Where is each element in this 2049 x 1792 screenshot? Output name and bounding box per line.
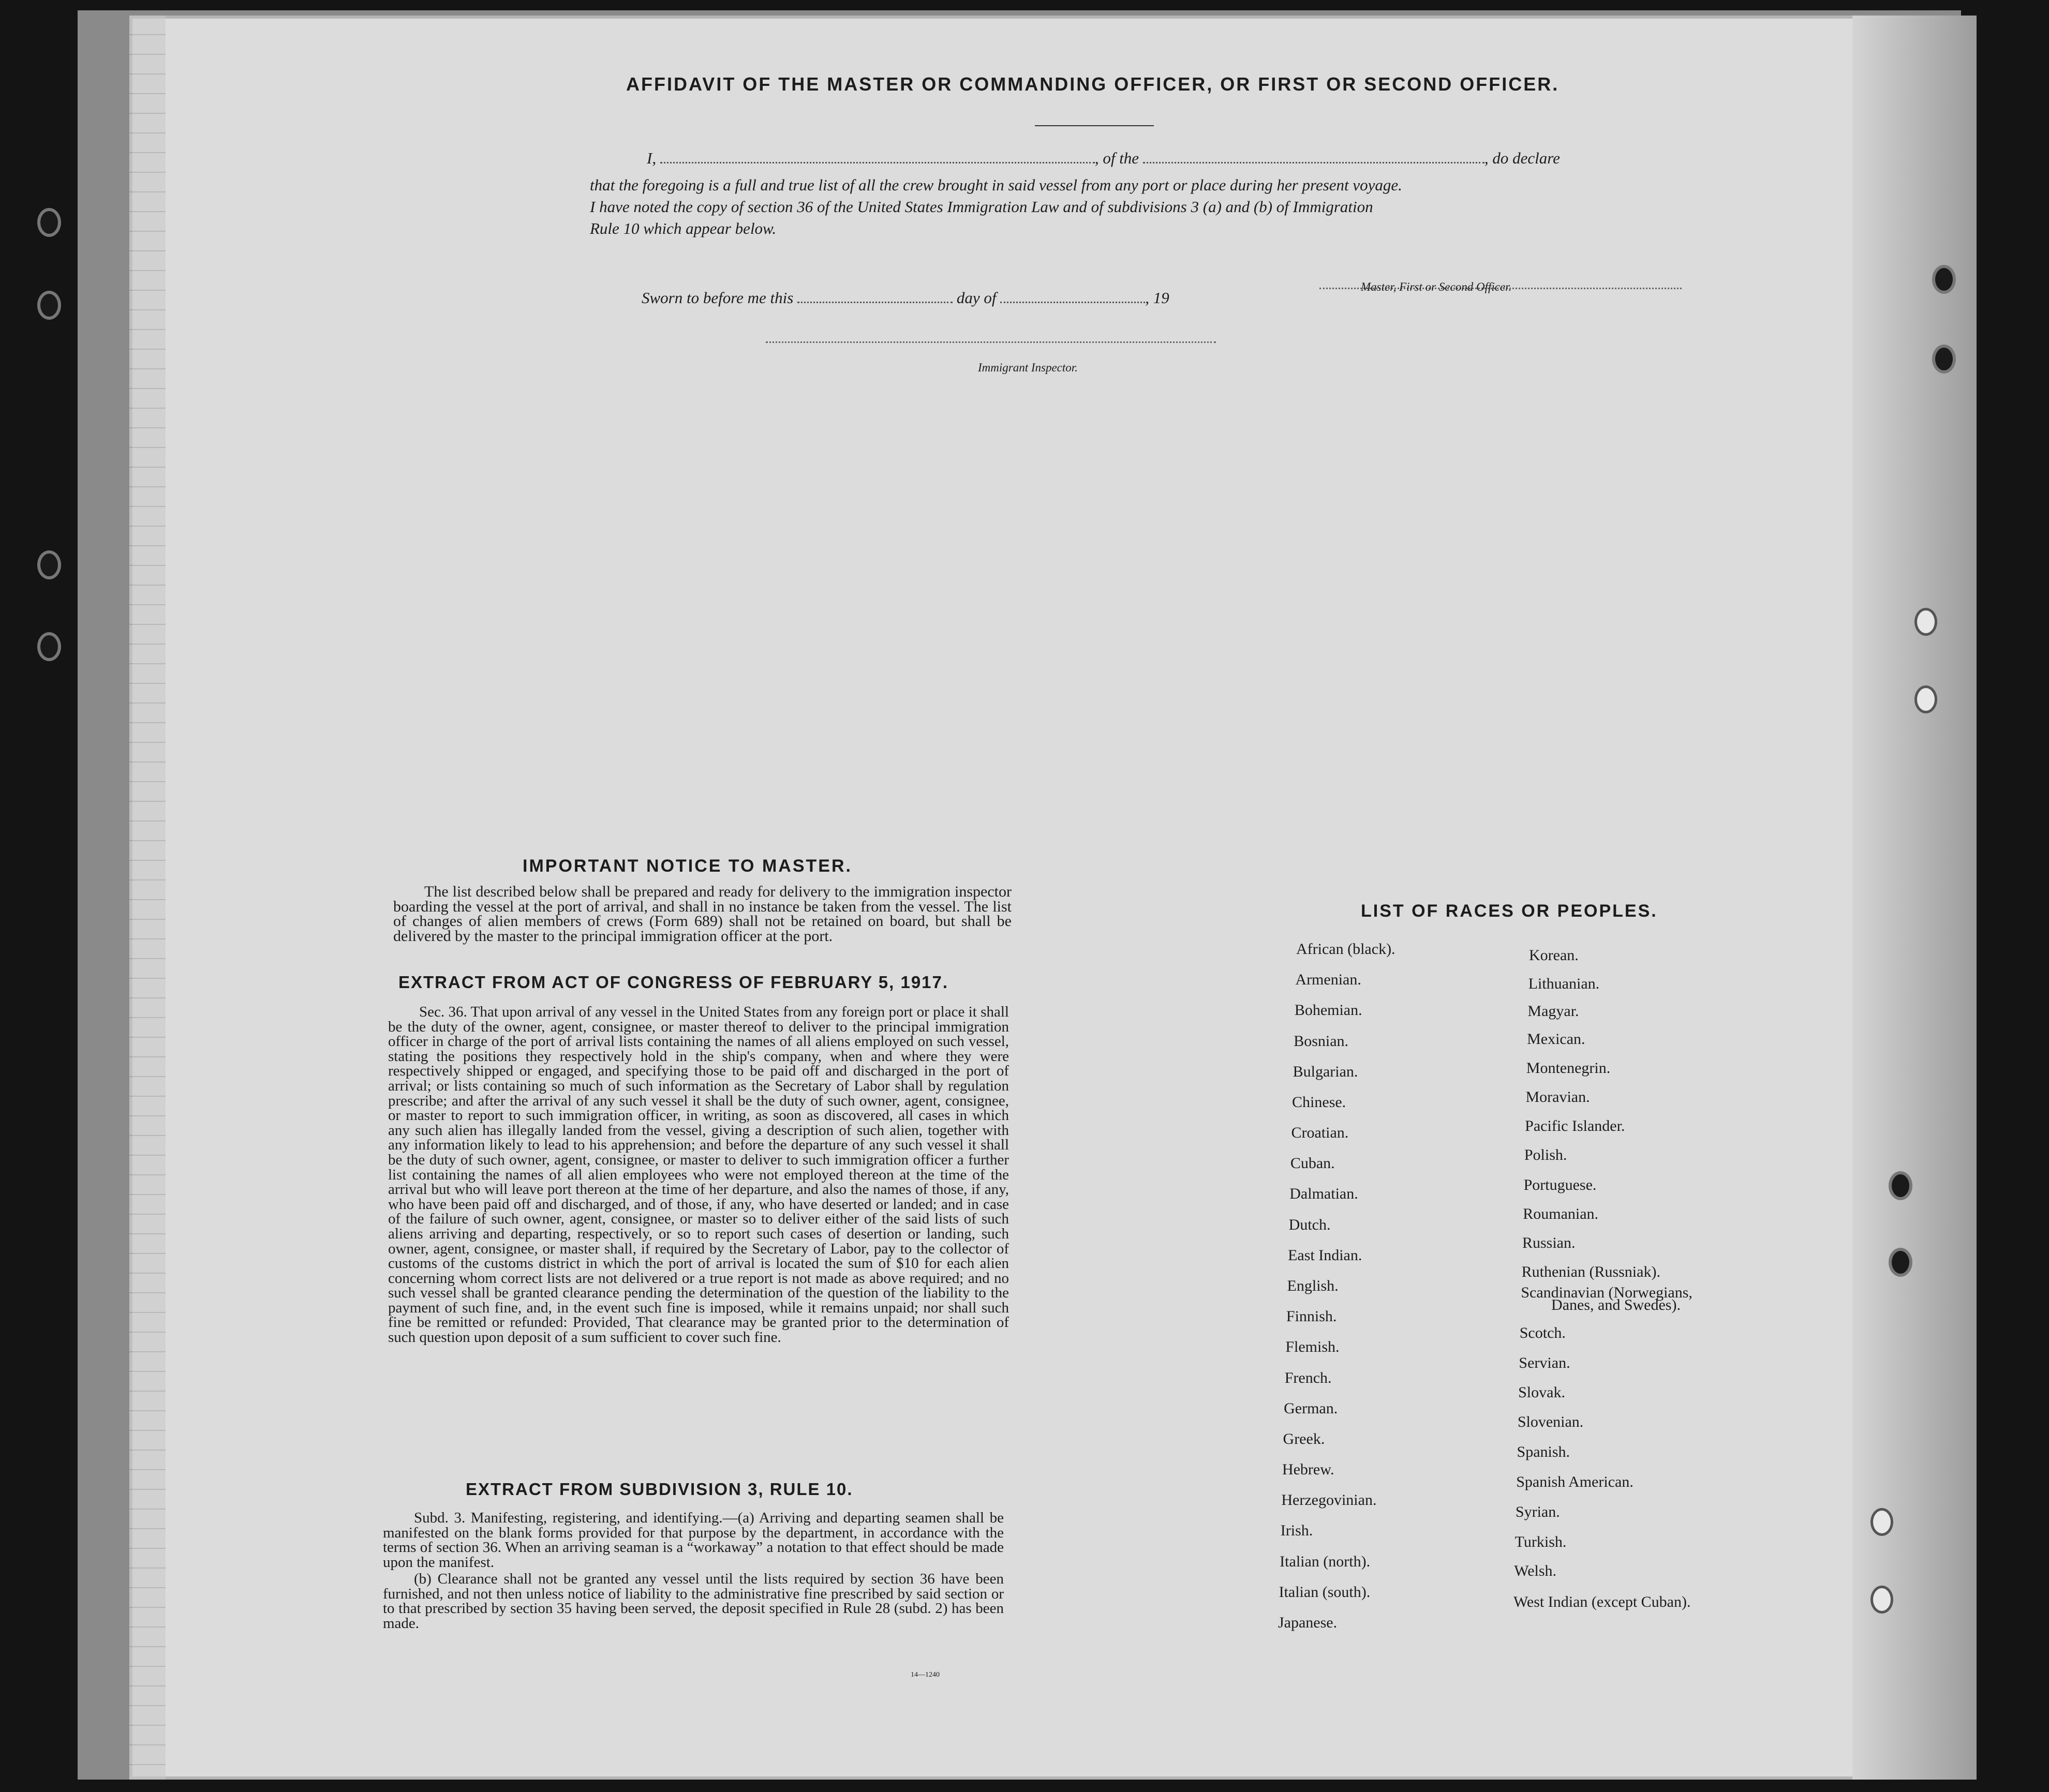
race-item: Danes, and Swedes).: [1551, 1296, 1681, 1313]
races-title: LIST OF RACES OR PEOPLES.: [1361, 901, 1658, 921]
race-item: Armenian.: [1295, 971, 1361, 989]
affidavit-line1: [647, 149, 1560, 168]
race-item: Chinese.: [1292, 1093, 1346, 1111]
race-item: Croatian.: [1291, 1124, 1349, 1142]
race-item: Mexican.: [1527, 1031, 1585, 1048]
race-item: Scandinavian (Norwegians,: [1521, 1284, 1692, 1301]
race-item: Syrian.: [1515, 1503, 1560, 1520]
affidavit-do-declare: , do declare: [1484, 149, 1560, 167]
race-item: English.: [1287, 1277, 1339, 1294]
race-item: Lithuanian.: [1528, 975, 1600, 992]
race-item: German.: [1284, 1399, 1338, 1417]
inspector-signature-line[interactable]: [766, 340, 1216, 343]
binder-hole-icon: [40, 554, 58, 576]
affidavit-title: AFFIDAVIT OF THE MASTER OR COMMANDING OFFICER, OR FIRST OR SECOND OFFICER.: [626, 73, 1560, 95]
race-item: East Indian.: [1288, 1246, 1362, 1264]
race-item: Bosnian.: [1294, 1032, 1349, 1050]
race-item: Welsh.: [1514, 1562, 1557, 1579]
race-item: Polish.: [1524, 1146, 1567, 1163]
race-item: Turkish.: [1515, 1533, 1567, 1550]
binder-hole-icon: [40, 635, 58, 658]
affidavit-i-label: I,: [647, 149, 657, 167]
extract-rule-title: EXTRACT FROM SUBDIVISION 3, RULE 10.: [466, 1480, 853, 1499]
race-item: Slovenian.: [1517, 1413, 1584, 1430]
master-signature-label: Master, First or Second Officer.: [1361, 280, 1512, 293]
day-field[interactable]: [797, 302, 953, 303]
binder-hole-icon: [1917, 688, 1935, 711]
race-item: Ruthenian (Russniak).: [1521, 1263, 1660, 1280]
race-item: Spanish American.: [1516, 1473, 1634, 1490]
race-item: French.: [1284, 1369, 1332, 1386]
race-item: Spanish.: [1517, 1443, 1570, 1460]
sworn-line: [642, 289, 1169, 307]
race-item: Italian (north).: [1280, 1552, 1371, 1570]
vessel-field[interactable]: [1143, 162, 1484, 163]
form-number: 14—1240: [911, 1671, 940, 1679]
binder-hole-icon: [1892, 1251, 1909, 1274]
race-item: Italian (south).: [1279, 1583, 1371, 1601]
race-item: Hebrew.: [1282, 1461, 1334, 1479]
notice-title: IMPORTANT NOTICE TO MASTER.: [523, 856, 852, 876]
race-item: Bohemian.: [1294, 1002, 1362, 1019]
extract-act-body: Sec. 36. That upon arrival of any vessel in the United States from any foreign port or place it shall be the duty of the owner, agent, consignee, or master thereof to deliver to the principal immigration officer in charge of the port of arrival lists containing the names of all aliens employed on such vessel, stating the positions they respectively hold in the ship's company, when and where they were respectively shipped or engaged, and specifying those to be paid off and discharged in the port of arrival; or lists containing so much of such information as the Secretary of Labor shall by regulation prescribe; and after the arrival of any such vessel it shall be the duty of such owner, agent, consignee, or master to report to such immigration officer, in writing, as soon as discovered, all cases in which any such alien has illegally landed from the vessel, giving a description of such alien, together with any information likely to lead to his apprehension; and before the departure of any such vessel it shall be the duty of such owner, agent, consignee, or master to deliver to such immigration officer a further list containing the names of all alien employees who were not employed thereon at the time of the arrival but who will leave port thereon at the time of her departure, and also the names of those, if any, who have been paid off and discharged, and of those, if any, who have deserted or landed; and in case of the failure of such owner, agent, consignee, or master so to deliver either of the said lists of such aliens arriving and departing, respectively, or so to report such cases of desertion or landing, such owner, agent, consignee, or master shall, if required by the Secretary of Labor, pay to the collector of customs of the customs district in which the port of arrival is located the sum of $10 for each alien concerning whom correct lists are not delivered or a true report is not made as above required; and no such vessel shall be granted clearance pending the determination of the question of the liability to the payment of such fine, and, in the event such fine is imposed, while it remains unpaid; nor shall such fine be remitted or refunded: Provided, That clearance may be granted prior to the determination of such question upon deposit of a sum sufficient to cover such fine.: [388, 1004, 1009, 1346]
binder-hole-icon: [1935, 348, 1953, 370]
race-item: Herzegovinian.: [1281, 1491, 1377, 1509]
race-item: Japanese.: [1278, 1614, 1338, 1631]
race-item: Irish.: [1280, 1522, 1313, 1540]
extract-rule-body-b: (b) Clearance shall not be granted any vessel until the lists required by section 36 have been furnished, and not then unless notice of liability to the administrative fine prescribed by said section or to that prescribed by section 35 having been served, the deposit specified in Rule 28 (subd. 2) has been made.: [383, 1571, 1004, 1632]
name-field[interactable]: [660, 162, 1095, 163]
day-of-label: day of: [956, 289, 997, 307]
race-item: Magyar.: [1527, 1003, 1579, 1020]
race-item: Slovak.: [1518, 1384, 1565, 1401]
race-item: Scotch.: [1519, 1324, 1566, 1341]
race-item: Dalmatian.: [1289, 1185, 1358, 1203]
binder-hole-icon: [1873, 1511, 1891, 1533]
extract-act-title: EXTRACT FROM ACT OF CONGRESS OF FEBRUARY 5, 1917.: [398, 973, 949, 992]
year-label: , 19: [1145, 289, 1169, 307]
race-item: Moravian.: [1525, 1088, 1590, 1106]
ruled-margin: [129, 16, 166, 1780]
race-item: Roumanian.: [1523, 1205, 1599, 1222]
page-edge: [1852, 16, 1977, 1780]
affidavit-of-the: , of the: [1094, 149, 1139, 167]
title-divider: [1035, 125, 1154, 126]
month-field[interactable]: [1000, 302, 1145, 303]
document-page: [129, 16, 1977, 1780]
race-item: Dutch.: [1288, 1216, 1331, 1233]
race-item: Bulgarian.: [1293, 1063, 1358, 1080]
sworn-label: Sworn to before me this: [642, 289, 794, 307]
binder-hole-icon: [40, 211, 58, 234]
inspector-label: Immigrant Inspector.: [978, 361, 1078, 374]
affidavit-line4: Rule 10 which appear below.: [590, 219, 777, 237]
binder-hole-icon: [1935, 268, 1953, 291]
race-item: Cuban.: [1290, 1155, 1335, 1172]
binder-hole-icon: [1892, 1174, 1909, 1197]
binder-hole-icon: [40, 294, 58, 317]
notice-body: The list described below shall be prepared and ready for delivery to the immigration inspector boarding the vessel at the port of arrival, and shall in no instance be taken from the vessel. The list of changes of alien members of crews (Form 689) shall not be retained on board, but shall be delivered by the master to the principal immigration officer at the port.: [393, 883, 1012, 945]
race-item: West Indian (except Cuban).: [1513, 1593, 1691, 1610]
binder-hole-icon: [1873, 1588, 1891, 1611]
race-item: Servian.: [1519, 1354, 1570, 1371]
race-item: Portuguese.: [1523, 1176, 1597, 1193]
race-item: African (black).: [1296, 940, 1395, 958]
affidavit-line2: that the foregoing is a full and true list of all the crew brought in said vessel from any port or place during her present voyage.: [590, 176, 1402, 194]
extract-rule-body-a: Subd. 3. Manifesting, registering, and identifying.—(a) Arriving and departing seamen shall be manifested on the blank forms provided for that purpose by the department, in accordance with the terms of section 36. When an arriving seaman is a “workaway” a notation to that effect should be made upon the manifest.: [383, 1510, 1004, 1571]
race-item: Russian.: [1522, 1234, 1576, 1251]
race-item: Pacific Islander.: [1525, 1117, 1625, 1134]
race-item: Korean.: [1529, 947, 1579, 964]
race-item: Finnish.: [1286, 1308, 1337, 1325]
race-item: Montenegrin.: [1526, 1059, 1611, 1077]
binder-hole-icon: [1917, 610, 1935, 633]
affidavit-line3: I have noted the copy of section 36 of the United States Immigration Law and of subdivisions 3 (a) and (b) of Immigration: [590, 198, 1373, 216]
race-item: Greek.: [1283, 1430, 1325, 1447]
race-item: Flemish.: [1285, 1338, 1340, 1356]
